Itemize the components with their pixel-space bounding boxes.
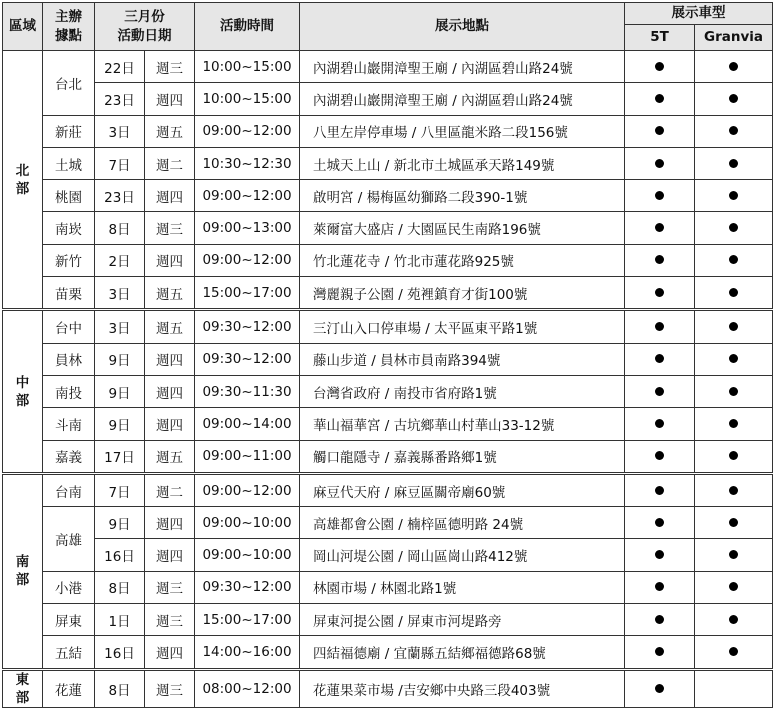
model-5t-cell bbox=[625, 180, 695, 212]
table-row bbox=[3, 571, 773, 603]
model-5t-cell bbox=[625, 115, 695, 147]
host-cell: 嘉義 bbox=[43, 440, 95, 473]
host-cell: 桃園 bbox=[43, 180, 95, 212]
weekday-cell: 週五 bbox=[145, 115, 195, 147]
model-5t-cell bbox=[625, 244, 695, 276]
location-cell: 華山福華宮 / 古坑鄉華山村華山33-12號 bbox=[300, 408, 625, 440]
host-cell: 小港 bbox=[43, 571, 95, 603]
available-dot-icon bbox=[655, 451, 664, 460]
location-cell: 岡山河堤公園 / 岡山區崗山路412號 bbox=[300, 539, 625, 571]
host-cell: 苗栗 bbox=[43, 277, 95, 310]
model-granvia-cell bbox=[695, 507, 773, 539]
model-granvia-cell bbox=[695, 473, 773, 506]
date-cell: 16日 bbox=[95, 636, 145, 669]
table-row bbox=[3, 375, 773, 407]
available-dot-icon bbox=[729, 288, 738, 297]
region-cell: 北 部 bbox=[3, 51, 43, 310]
weekday-cell: 週二 bbox=[145, 147, 195, 179]
weekday-cell: 週四 bbox=[145, 343, 195, 375]
weekday-cell: 週四 bbox=[145, 539, 195, 571]
time-cell: 10:30~12:30 bbox=[195, 147, 300, 179]
available-dot-icon bbox=[729, 223, 738, 232]
header-host-text: 主辦 據點 bbox=[55, 8, 82, 44]
model-granvia-cell bbox=[695, 669, 773, 707]
weekday-cell: 週四 bbox=[145, 636, 195, 669]
available-dot-icon bbox=[729, 159, 738, 168]
model-granvia-cell bbox=[695, 147, 773, 179]
table-row bbox=[3, 343, 773, 375]
available-dot-icon bbox=[655, 582, 664, 591]
region-cell: 南 部 bbox=[3, 473, 43, 669]
table-row bbox=[3, 408, 773, 440]
date-cell: 3日 bbox=[95, 115, 145, 147]
model-granvia-cell bbox=[695, 212, 773, 244]
weekday-cell: 週三 bbox=[145, 212, 195, 244]
weekday-cell: 週三 bbox=[145, 51, 195, 83]
date-cell: 9日 bbox=[95, 343, 145, 375]
schedule-body bbox=[3, 51, 773, 708]
table-row bbox=[3, 212, 773, 244]
date-cell: 8日 bbox=[95, 212, 145, 244]
weekday-cell: 週四 bbox=[145, 180, 195, 212]
host-cell: 南投 bbox=[43, 375, 95, 407]
model-granvia-cell bbox=[695, 180, 773, 212]
date-cell: 7日 bbox=[95, 473, 145, 506]
weekday-cell: 週五 bbox=[145, 277, 195, 310]
weekday-cell: 週三 bbox=[145, 571, 195, 603]
time-cell: 09:00~11:00 bbox=[195, 440, 300, 473]
date-cell: 16日 bbox=[95, 539, 145, 571]
weekday-cell: 週四 bbox=[145, 375, 195, 407]
host-cell: 屏東 bbox=[43, 604, 95, 636]
location-cell: 台灣省政府 / 南投市省府路1號 bbox=[300, 375, 625, 407]
table-row bbox=[3, 539, 773, 571]
host-cell: 台中 bbox=[43, 310, 95, 343]
model-granvia-cell bbox=[695, 375, 773, 407]
location-cell: 啟明宮 / 楊梅區幼獅路二段390-1號 bbox=[300, 180, 625, 212]
date-cell: 23日 bbox=[95, 180, 145, 212]
time-cell: 09:00~14:00 bbox=[195, 408, 300, 440]
host-cell: 高雄 bbox=[43, 507, 95, 572]
model-5t-cell bbox=[625, 539, 695, 571]
available-dot-icon bbox=[655, 518, 664, 527]
available-dot-icon bbox=[729, 615, 738, 624]
location-cell: 三汀山入口停車場 / 太平區東平路1號 bbox=[300, 310, 625, 343]
weekday-cell: 週四 bbox=[145, 408, 195, 440]
available-dot-icon bbox=[655, 550, 664, 559]
model-5t-cell bbox=[625, 375, 695, 407]
location-cell: 萊爾富大盛店 / 大園區民生南路196號 bbox=[300, 212, 625, 244]
table-row bbox=[3, 669, 773, 707]
location-cell: 藤山步道 / 員林市員南路394號 bbox=[300, 343, 625, 375]
available-dot-icon bbox=[655, 684, 664, 693]
model-5t-cell bbox=[625, 277, 695, 310]
available-dot-icon bbox=[655, 354, 664, 363]
date-cell: 17日 bbox=[95, 440, 145, 473]
model-granvia-cell bbox=[695, 539, 773, 571]
location-cell: 灣麗親子公園 / 苑裡鎮育才街100號 bbox=[300, 277, 625, 310]
host-cell: 花蓮 bbox=[43, 669, 95, 707]
region-cell: 中 部 bbox=[3, 310, 43, 473]
location-cell: 竹北蓮花寺 / 竹北市蓮花路925號 bbox=[300, 244, 625, 276]
time-cell: 09:00~10:00 bbox=[195, 539, 300, 571]
model-5t-cell bbox=[625, 571, 695, 603]
model-5t-cell bbox=[625, 343, 695, 375]
header-model-granvia: Granvia bbox=[695, 25, 773, 51]
table-row bbox=[3, 115, 773, 147]
available-dot-icon bbox=[655, 126, 664, 135]
model-granvia-cell bbox=[695, 408, 773, 440]
available-dot-icon bbox=[655, 62, 664, 71]
date-cell: 3日 bbox=[95, 277, 145, 310]
header-models: 展示車型 bbox=[625, 3, 773, 25]
header-region: 區域 bbox=[3, 3, 43, 51]
time-cell: 09:00~10:00 bbox=[195, 507, 300, 539]
header-model-5t: 5T bbox=[625, 25, 695, 51]
available-dot-icon bbox=[655, 94, 664, 103]
model-5t-cell bbox=[625, 212, 695, 244]
time-cell: 15:00~17:00 bbox=[195, 604, 300, 636]
model-granvia-cell bbox=[695, 636, 773, 669]
table-row bbox=[3, 51, 773, 83]
model-5t-cell bbox=[625, 310, 695, 343]
available-dot-icon bbox=[655, 191, 664, 200]
host-cell: 五結 bbox=[43, 636, 95, 669]
weekday-cell: 週三 bbox=[145, 604, 195, 636]
available-dot-icon bbox=[655, 486, 664, 495]
weekday-cell: 週五 bbox=[145, 440, 195, 473]
table-row bbox=[3, 604, 773, 636]
table-row bbox=[3, 636, 773, 669]
available-dot-icon bbox=[729, 126, 738, 135]
time-cell: 15:00~17:00 bbox=[195, 277, 300, 310]
host-cell: 新莊 bbox=[43, 115, 95, 147]
location-cell: 花蓮果菜市場 /吉安鄉中央路三段403號 bbox=[300, 669, 625, 707]
header-time: 活動時間 bbox=[195, 3, 300, 51]
model-granvia-cell bbox=[695, 115, 773, 147]
header-location: 展示地點 bbox=[300, 3, 625, 51]
model-granvia-cell bbox=[695, 277, 773, 310]
available-dot-icon bbox=[729, 255, 738, 264]
time-cell: 09:30~11:30 bbox=[195, 375, 300, 407]
location-cell: 內湖碧山巖開漳聖王廟 / 內湖區碧山路24號 bbox=[300, 51, 625, 83]
location-cell: 土城天上山 / 新北市土城區承天路149號 bbox=[300, 147, 625, 179]
table-row bbox=[3, 507, 773, 539]
available-dot-icon bbox=[729, 486, 738, 495]
model-5t-cell bbox=[625, 507, 695, 539]
time-cell: 09:00~12:00 bbox=[195, 244, 300, 276]
location-cell: 麻豆代天府 / 麻豆區關帝廟60號 bbox=[300, 473, 625, 506]
available-dot-icon bbox=[655, 419, 664, 428]
location-cell: 屏東河提公園 / 屏東市河堤路旁 bbox=[300, 604, 625, 636]
model-5t-cell bbox=[625, 51, 695, 83]
date-cell: 8日 bbox=[95, 669, 145, 707]
available-dot-icon bbox=[729, 387, 738, 396]
weekday-cell: 週三 bbox=[145, 669, 195, 707]
available-dot-icon bbox=[655, 255, 664, 264]
weekday-cell: 週四 bbox=[145, 83, 195, 115]
location-cell: 高雄都會公園 / 楠梓區德明路 24號 bbox=[300, 507, 625, 539]
available-dot-icon bbox=[655, 615, 664, 624]
date-cell: 22日 bbox=[95, 51, 145, 83]
model-5t-cell bbox=[625, 636, 695, 669]
table-row bbox=[3, 147, 773, 179]
table-row bbox=[3, 83, 773, 115]
table-row bbox=[3, 473, 773, 506]
location-cell: 內湖碧山巖開漳聖王廟 / 內湖區碧山路24號 bbox=[300, 83, 625, 115]
model-granvia-cell bbox=[695, 51, 773, 83]
table-row bbox=[3, 310, 773, 343]
date-cell: 2日 bbox=[95, 244, 145, 276]
model-5t-cell bbox=[625, 83, 695, 115]
time-cell: 08:00~12:00 bbox=[195, 669, 300, 707]
host-cell: 台南 bbox=[43, 473, 95, 506]
model-5t-cell bbox=[625, 473, 695, 506]
time-cell: 09:00~12:00 bbox=[195, 115, 300, 147]
host-cell: 員林 bbox=[43, 343, 95, 375]
time-cell: 09:30~12:00 bbox=[195, 343, 300, 375]
available-dot-icon bbox=[729, 419, 738, 428]
model-5t-cell bbox=[625, 408, 695, 440]
date-cell: 9日 bbox=[95, 408, 145, 440]
model-granvia-cell bbox=[695, 571, 773, 603]
model-granvia-cell bbox=[695, 343, 773, 375]
weekday-cell: 週四 bbox=[145, 507, 195, 539]
time-cell: 09:30~12:00 bbox=[195, 571, 300, 603]
location-cell: 八里左岸停車場 / 八里區龍米路二段156號 bbox=[300, 115, 625, 147]
header-march-date bbox=[95, 3, 195, 51]
time-cell: 09:00~12:00 bbox=[195, 180, 300, 212]
table-row bbox=[3, 244, 773, 276]
available-dot-icon bbox=[655, 159, 664, 168]
event-schedule-table bbox=[2, 2, 773, 708]
model-5t-cell bbox=[625, 147, 695, 179]
time-cell: 09:30~12:00 bbox=[195, 310, 300, 343]
host-cell: 新竹 bbox=[43, 244, 95, 276]
model-5t-cell bbox=[625, 604, 695, 636]
host-cell: 台北 bbox=[43, 51, 95, 116]
time-cell: 10:00~15:00 bbox=[195, 51, 300, 83]
date-cell: 9日 bbox=[95, 507, 145, 539]
date-cell: 8日 bbox=[95, 571, 145, 603]
available-dot-icon bbox=[729, 94, 738, 103]
weekday-cell: 週五 bbox=[145, 310, 195, 343]
available-dot-icon bbox=[729, 647, 738, 656]
available-dot-icon bbox=[729, 354, 738, 363]
available-dot-icon bbox=[655, 288, 664, 297]
weekday-cell: 週二 bbox=[145, 473, 195, 506]
weekday-cell: 週四 bbox=[145, 244, 195, 276]
location-cell: 觸口龍隱寺 / 嘉義縣番路鄉1號 bbox=[300, 440, 625, 473]
available-dot-icon bbox=[655, 322, 664, 331]
available-dot-icon bbox=[655, 387, 664, 396]
table-row bbox=[3, 180, 773, 212]
model-5t-cell bbox=[625, 440, 695, 473]
header-march-text: 三月份 活動日期 bbox=[117, 8, 172, 44]
available-dot-icon bbox=[729, 191, 738, 200]
date-cell: 7日 bbox=[95, 147, 145, 179]
model-5t-cell bbox=[625, 669, 695, 707]
date-cell: 23日 bbox=[95, 83, 145, 115]
host-cell: 土城 bbox=[43, 147, 95, 179]
model-granvia-cell bbox=[695, 440, 773, 473]
date-cell: 3日 bbox=[95, 310, 145, 343]
header-host bbox=[43, 3, 95, 51]
model-granvia-cell bbox=[695, 244, 773, 276]
date-cell: 9日 bbox=[95, 375, 145, 407]
time-cell: 09:00~13:00 bbox=[195, 212, 300, 244]
available-dot-icon bbox=[729, 550, 738, 559]
host-cell: 南崁 bbox=[43, 212, 95, 244]
available-dot-icon bbox=[729, 451, 738, 460]
time-cell: 14:00~16:00 bbox=[195, 636, 300, 669]
table-row bbox=[3, 277, 773, 310]
region-cell: 東 部 bbox=[3, 669, 43, 707]
date-cell: 1日 bbox=[95, 604, 145, 636]
location-cell: 四結福德廟 / 宜蘭縣五結鄉福德路68號 bbox=[300, 636, 625, 669]
time-cell: 10:00~15:00 bbox=[195, 83, 300, 115]
model-granvia-cell bbox=[695, 604, 773, 636]
host-cell: 斗南 bbox=[43, 408, 95, 440]
model-granvia-cell bbox=[695, 83, 773, 115]
table-row bbox=[3, 440, 773, 473]
model-granvia-cell bbox=[695, 310, 773, 343]
location-cell: 林園市場 / 林園北路1號 bbox=[300, 571, 625, 603]
available-dot-icon bbox=[729, 322, 738, 331]
available-dot-icon bbox=[655, 223, 664, 232]
available-dot-icon bbox=[655, 647, 664, 656]
available-dot-icon bbox=[729, 62, 738, 71]
available-dot-icon bbox=[729, 582, 738, 591]
time-cell: 09:00~12:00 bbox=[195, 473, 300, 506]
available-dot-icon bbox=[729, 518, 738, 527]
